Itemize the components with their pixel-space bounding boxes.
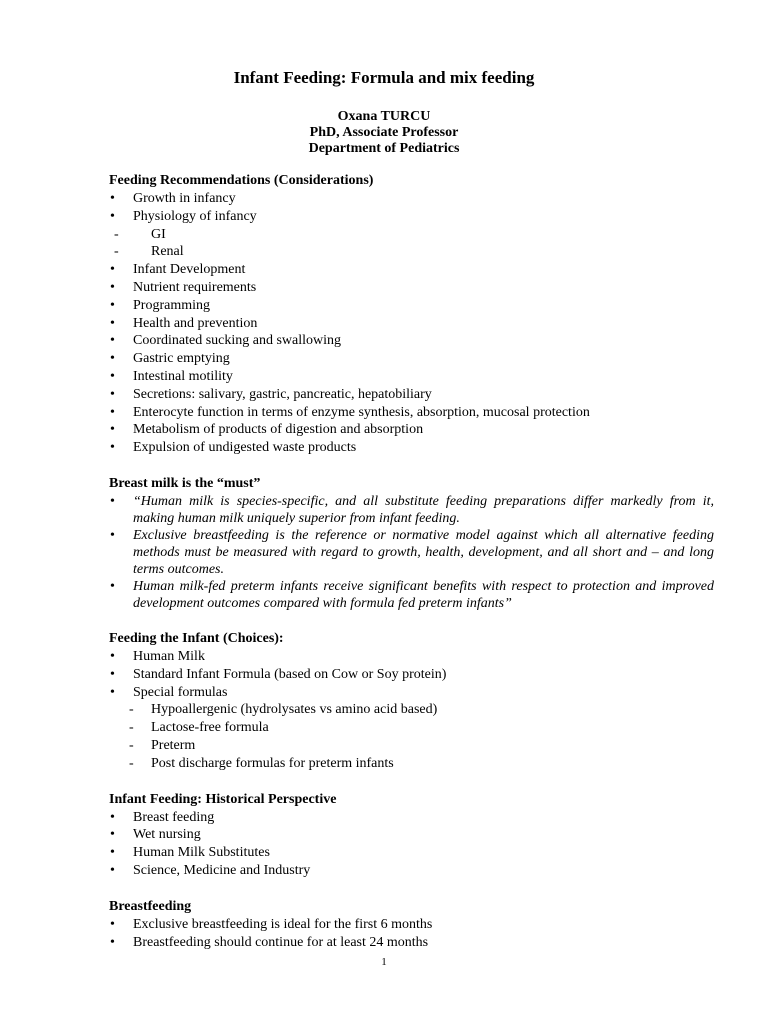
list-item: • Health and prevention: [109, 315, 714, 333]
sub-list-item: - Lactose-free formula: [129, 720, 269, 736]
quote-item: • Human milk-fed preterm infants receive significant benefits with respect to protection and improved development outcomes compared with formula fed preterm infants”: [109, 578, 714, 612]
recommendations-heading: Feeding Recommendations (Considerations): [109, 173, 374, 188]
list-item: • Physiology of infancy: [109, 208, 714, 226]
quote-item: • “Human milk is species-specific, and all substitute feeding preparations differ markedly from it, making human milk uniquely superior from infant feeding.: [109, 493, 714, 527]
choices-heading: Feeding the Infant (Choices):: [109, 630, 284, 646]
list-item: • Standard Infant Formula (based on Cow or Soy protein): [109, 666, 714, 684]
list-item: • Coordinated sucking and swallowing: [109, 332, 714, 350]
author-department: Department of Pediatrics: [308, 141, 460, 156]
document-body: [109, 172, 714, 951]
breast-milk-heading: Breast milk is the “must”: [109, 475, 261, 491]
author-name: Oxana TURCU: [337, 109, 431, 124]
list-item: • Enterocyte function in terms of enzyme synthesis, absorption, mucosal protection: [109, 404, 714, 422]
list-item: • Intestinal motility: [109, 368, 714, 386]
list-item: • Wet nursing: [109, 826, 714, 844]
list-item: • Nutrient requirements: [109, 279, 714, 297]
sub-list-item: - Post discharge formulas for preterm infants: [129, 755, 394, 771]
list-item: • Human Milk: [109, 648, 714, 666]
list-item: • Human Milk Substitutes: [109, 844, 714, 862]
author-position: PhD, Associate Professor: [309, 125, 459, 140]
quote-item: • Exclusive breastfeeding is the reference or normative model against which all alternative feeding methods must be measured with regard to growth, health, development, and all short and – and long terms outcomes.: [109, 527, 714, 578]
list-item: • Exclusive breastfeeding is ideal for the first 6 months: [109, 916, 714, 934]
breastfeeding-heading: Breastfeeding: [109, 898, 192, 914]
list-item: • Metabolism of products of digestion and absorption: [109, 421, 714, 439]
list-item: • Special formulas: [109, 684, 714, 702]
list-item: • Secretions: salivary, gastric, pancreatic, hepatobiliary: [109, 386, 714, 404]
list-item: • Expulsion of undigested waste products: [109, 439, 714, 457]
list-item: • Growth in infancy: [109, 190, 714, 208]
list-item: • Gastric emptying: [109, 350, 714, 368]
list-item: • Breast feeding: [109, 809, 714, 827]
sub-list-item: - Hypoallergenic (hydrolysates vs amino acid based): [129, 702, 438, 718]
list-item: • Science, Medicine and Industry: [109, 862, 714, 880]
sub-list-item: - GI: [114, 226, 166, 242]
list-item: • Programming: [109, 297, 714, 315]
sub-list-item: - Preterm: [129, 737, 196, 753]
document-title: Infant Feeding: Formula and mix feeding: [233, 68, 535, 87]
list-item: • Infant Development: [109, 261, 714, 279]
history-heading: Infant Feeding: Historical Perspective: [109, 791, 337, 807]
page-number: 1: [381, 956, 387, 968]
sub-list-item: - Renal: [114, 244, 184, 260]
list-item: • Breastfeeding should continue for at least 24 months: [109, 934, 714, 952]
